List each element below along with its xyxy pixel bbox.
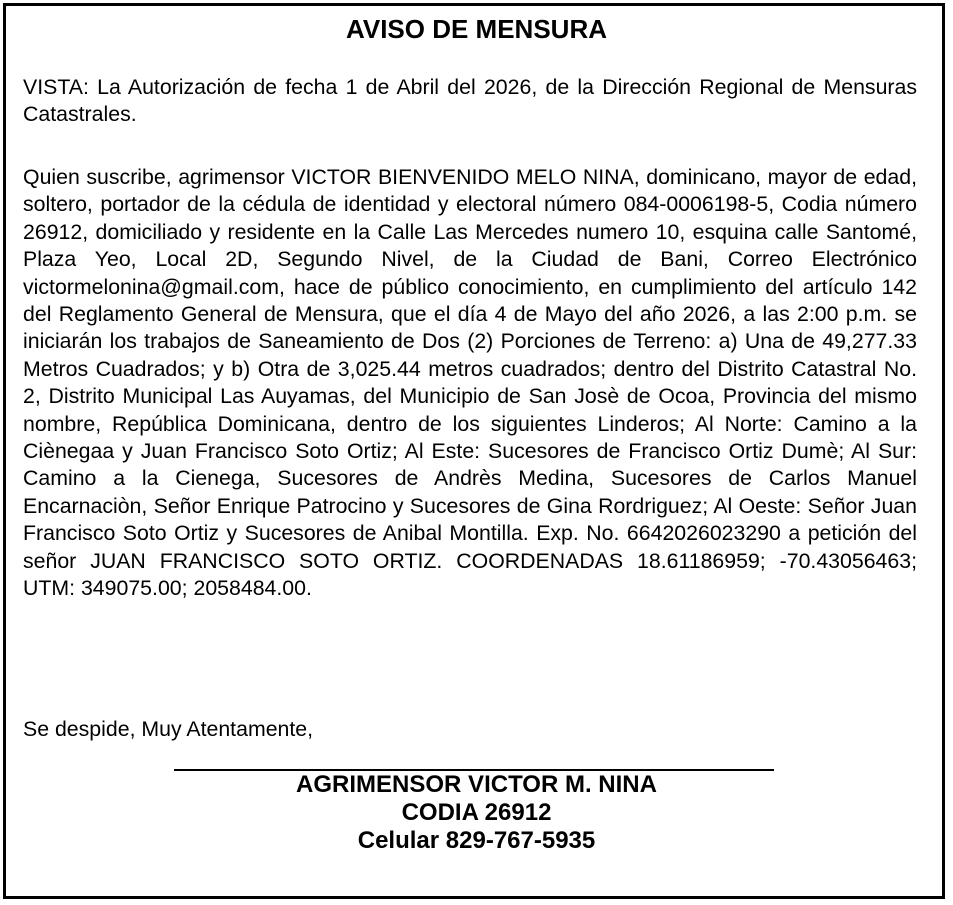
closing-text: Se despide, Muy Atentamente,	[23, 717, 314, 741]
vista-paragraph: VISTA: La Autorización de fecha 1 de Abril del 2026, de la Dirección Regional de Mensuras Catastrales.	[23, 75, 917, 127]
body-paragraph: Quien suscribe, agrimensor VICTOR BIENVENIDO MELO NINA, dominicano, mayor de edad, soltero, portador de la cédula de identidad y electoral número 084-0006198-5, Codia número 26912, domiciliado y residente en la Calle Las Mercedes numero 10, esquina calle Santomé, Plaza Yeo, Local 2D, Segundo Nivel, de la Ciudad de Bani, Correo Electrónico victormelonina@gmail.com, hace de público conocimiento, en cumplimiento del artículo 142 del Reglamento General de Mensura, que el día 4 de Mayo del año 2026, a las 2:00 p.m. se iniciarán los trabajos de Saneamiento de Dos (2) Porciones de Terreno: a) Una de 49,277.33 Metros Cuadrados; y b) Otra de 3,025.44 metros cuadrados; dentro del Distrito Catastral No. 2, Distrito Municipal Las Auyamas, del Municipio de San Josè de Ocoa, Provincia del mismo nombre, República Dominicana, dentro de los siguientes Linderos; Al Norte: Camino a la Ciènegaa y Juan Francisco Soto Ortiz; Al Este: Sucesores de Francisco Ortiz Dumè; Al Sur: Camino a la Cienega, Sucesores de Andrès Medina, Sucesores de Carlos Manuel Encarnaciòn, Señor Enrique Patrocino y Sucesores de Gina Rordriguez; Al Oeste: Señor Juan Francisco Soto Ortiz y Sucesores de Anibal Montilla. Exp. No. 6642026023290 a petición del señor JUAN FRANCISCO SOTO ORTIZ. COORDENADAS 18.61186959; -70.43056463; UTM: 349075.00; 2058484.00.	[23, 165, 917, 601]
signature-codia: CODIA 26912	[401, 799, 552, 826]
signature-name: AGRIMENSOR VICTOR M. NINA	[296, 771, 657, 798]
notice-title: AVISO DE MENSURA	[346, 14, 607, 44]
signature-phone: Celular 829-767-5935	[357, 827, 596, 854]
